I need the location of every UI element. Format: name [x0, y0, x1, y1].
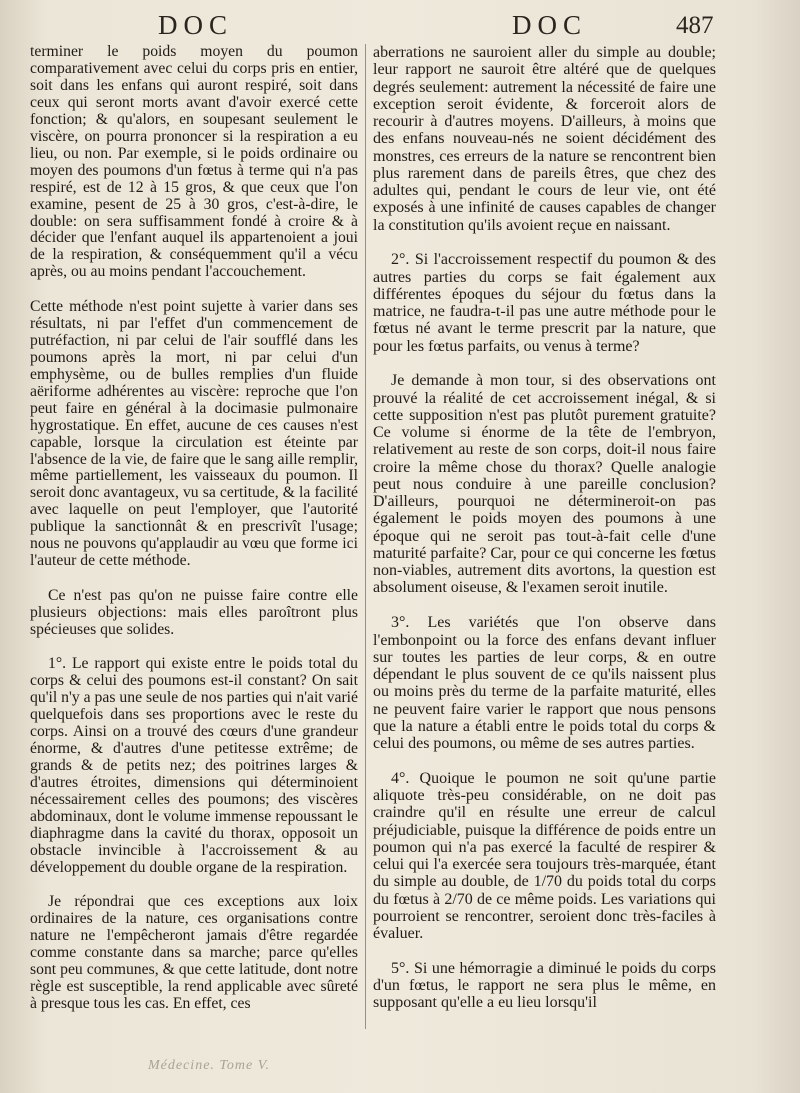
page-header: [0, 4, 800, 40]
running-head-left: DOC: [158, 10, 234, 40]
right-paragraph-5: 4°. Quoique le poumon ne soit qu'une partie aliquote très-peu considérable, on ne doit pas craindre qu'il en résulte une erreur de calcul préjudiciable, puisque la différence de poids entre un poumon qui n'a pas exercé la faculté de respirer & celui qui l'a exercée sera toujours très-marquée, étant du simple au double, de 1/70 du poids total du corps du fœtus à 2/70 de ce même poids. Les variations qui pourroient se rencontrer, seroient donc très-faciles à évaluer.: [373, 769, 716, 943]
left-column: [30, 44, 358, 1021]
column-divider: [365, 44, 366, 1029]
left-paragraph-4: 1°. Le rapport qui existe entre le poids total du corps & celui des poumons est-il constant? On sait qu'il n'y a pas une seule de nos parties qui n'ait varié quelquefois dans ses proportions avec le reste du corps. Ainsi on a trouvé des cœurs d'une grandeur énorme, & d'autres d'une petitesse extrême; de grands & de petits nez; des poitrines larges & d'autres étroites, dimensions qui déterminoient nécessairement celles des poumons; des viscères abdominaux, dont le volume immense repoussant le diaphragme dans la cavité du thorax, opposoit un obstacle invincible à l'accroissement & au développement du double organe de la respiration.: [30, 655, 358, 876]
right-paragraph-6: 5°. Si une hémorragie a diminué le poids du corps d'un fœtus, le rapport ne sera plus le même, en supposant qu'elle a eu lieu lorsqu'il: [373, 959, 716, 1012]
right-column: [373, 44, 716, 1020]
left-paragraph-2: Cette méthode n'est point sujette à varier dans ses résultats, ni par l'effet d'un commencement de putréfaction, ni par celui de l'air soufflé dans les poumons après la mort, ni par celui d'un emphysème, ou de bulles remplies d'un fluide aëriforme adhérentes au viscère: reproche que l'on peut faire en général à la docimasie pulmonaire hygrostatique. En effet, aucune de ces causes n'est capable, lorsque la circulation est éteinte par l'absence de la vie, de faire que le sang aille remplir, même partiellement, les vaisseaux du poumon. Il seroit donc avantageux, vu sa certitude, & la facilité avec laquelle on peut l'employer, que l'autorité publique la sanctionnât & en prescrivît l'usage; nous ne pouvons qu'applaudir au vœu que forme ici l'auteur de cette méthode.: [30, 297, 358, 570]
left-paragraph-3: Ce n'est pas qu'on ne puisse faire contre elle plusieurs objections: mais elles paroîtront plus spécieuses que solides.: [30, 586, 358, 638]
right-paragraph-1: aberrations ne sauroient aller du simple au double; leur rapport ne sauroit être altéré que de quelques degrés seulement: autrement la nécessité de faire une exception seroit évidente, & forceroit alors de recourir à d'autres moyens. D'ailleurs, à moins que des enfans nouveau-nés ne soient décidément des monstres, ces erreurs de la nature se rencontrent bien plus rarement dans de pareils êtres, que chez des adultes qui, pendant le cours de leur vie, ont été exposés à une infinité de causes capables de changer la constitution qu'ils avoient reçue en naissant.: [373, 44, 716, 234]
left-paragraph-1: terminer le poids moyen du poumon comparativement avec celui du corps pris en entier, soit dans les enfans qui auront respiré, soit dans ceux qui seront morts avant d'avoir exercé cette fonction; & qu'alors, en soupesant seulement le viscère, on pourra prononcer si la respiration a eu lieu, ou non. Par exemple, si le poids ordinaire ou moyen des poumons d'un fœtus à terme qui n'a pas respiré, est de 12 à 15 gros, & que ceux que l'on examine, pesent de 25 à 30 gros, c'est-à-dire, le double: on sera suffisamment fondé à croire & à décider que l'enfant auquel ils appartenoient a joui de la respiration, & conséquemment qu'il a vécu après, ou au moins pendant l'accouchement.: [30, 43, 358, 281]
right-paragraph-2: 2°. Si l'accroissement respectif du poumon & des autres parties du corps se fait également aux différentes époques du séjour du fœtus dans la matrice, ne faudra-t-il pas une autre méthode pour le fœtus né avant le terme prescrit par la nature, que pour les fœtus parfaits, ou venus à terme?: [373, 251, 716, 355]
left-paragraph-5: Je répondrai que ces exceptions aux loix ordinaires de la nature, ces organisations contre nature ne l'empêcheront jamais d'être regardée comme constante dans sa marche; parce qu'elles sont peu communes, & que cette latitude, dont notre règle est susceptible, la rend applicable avec sûreté à presque tous les cas. En effet, ces: [30, 893, 358, 1012]
right-paragraph-4: 3°. Les variétés que l'on observe dans l'embonpoint ou la force des enfans devant influer sur toutes les parties de leur corps, & en outre dépendant le plus souvent de ce qu'ils naissent plus ou moins près du terme de la parfaite maturité, elles ne peuvent faire varier le rapport que nous pensons que la nature a établi entre le poids total du corps & celui des poumons, ou même de ses autres parties.: [373, 614, 716, 753]
running-head-right: DOC: [512, 10, 588, 40]
right-paragraph-3: Je demande à mon tour, si des observations ont prouvé la réalité de cet accroissement inégal, & si cette supposition n'est pas plutôt purement gratuite? Ce volume si énorme de la tête de l'embryon, relativement au reste de son corps, doit-il nous faire croire la même chose du thorax? Quelle analogie peut nous conduire à une pareille conclusion? D'ailleurs, pourquoi ne détermineroit-on pas également le poids moyen des poumons à une époque qui ne seroit pas tout-à-fait celle d'une maturité parfaite? Car, pour ce qui concerne les fœtus non-viables, autrement dits avortons, la question est absolument oiseuse, & l'examen seroit inutile.: [373, 372, 716, 597]
footer-signature: Médecine. Tome V.: [148, 1058, 270, 1073]
page-number: 487: [676, 12, 714, 39]
